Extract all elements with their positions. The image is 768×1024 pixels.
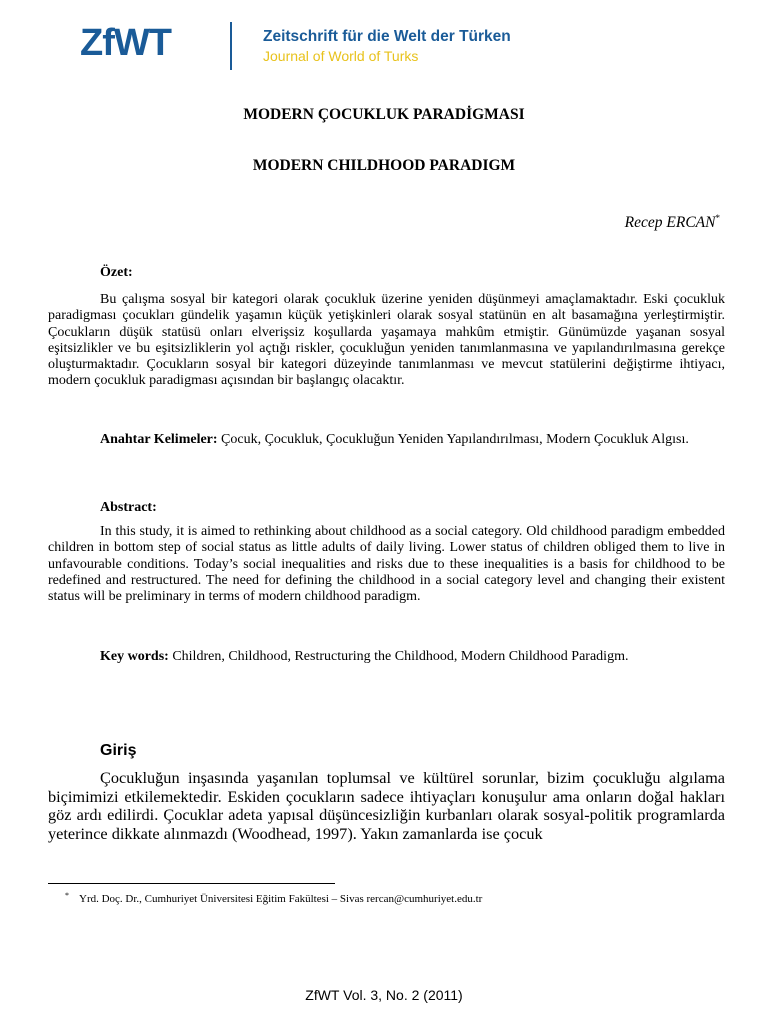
abstract-heading: Abstract:: [100, 500, 157, 515]
article-title-english: MODERN CHILDHOOD PARADIGM: [252, 157, 516, 174]
author: [625, 213, 720, 232]
giris-text: Çocukluğun inşasında yaşanılan toplumsal ve kültürel sorunlar, bizim çocukluğu algılama biçimimizi etkilemektedir. Eskiden çocukların sadece ihtiyaçları konuşulur ama onların doğal hakları göz ardı edilirdi. Çocuklar adeta yapısal düşüncesizliğin kurbanları olarak sosyal-politik programlarda yeterince dikkate alınmazdı (Woodhead, 1997). Yakın zamanlarda ise çocuk: [48, 768, 725, 843]
journal-name-english: Journal of World of Turks: [263, 48, 419, 64]
journal-name-german: Zeitschrift für die Welt der Türken: [263, 28, 511, 45]
abstract-body: [48, 524, 725, 605]
abstract-keywords: [48, 649, 725, 665]
giris-heading: Giriş: [100, 742, 137, 759]
ozet-body: [48, 292, 725, 390]
footnote-marker: *: [65, 891, 69, 900]
abstract-keywords-text: Children, Childhood, Restructuring the Childhood, Modern Childhood Paradigm.: [172, 649, 629, 664]
ozet-keywords-label: Anahtar Kelimeler:: [100, 432, 218, 447]
footnote-divider: [48, 883, 335, 884]
journal-logo: ZfWT: [80, 22, 171, 64]
giris-body: [48, 769, 725, 843]
ozet-text: Bu çalışma sosyal bir kategori olarak çocukluk üzerine yeniden düşünmeyi amaçlamaktadır. Eski çocukluk paradigması çocukları gündelik yaşamın küçük yetişkinleri olarak sosyal statünün en alt basamağına yerleştirmiştir. Çocukların düşük statüsü onları elverişsiz koşullarda yaşamaya mahkûm etmiştir. Günümüzde yaşanan sosyal eşitsizlikler ve bu eşitsizliklerin yol açtığı riskler, çocukluğun yeniden tanımlanmasına ve yapılandırılmasına gerekçe oluşturmaktadır. Çocukların sosyal bir kategori düzeyinde tanımlanması ve mevcut statülerini değiştirme ihtiyacı, modern çocukluk paradigması açısından bir başlangıç olacaktır.: [48, 292, 725, 389]
footnote-text: Yrd. Doç. Dr., Cumhuriyet Üniversitesi Eğitim Fakültesi – Sivas rercan@cumhuriyet.edu.tr: [79, 893, 483, 905]
article-title-turkish: MODERN ÇOCUKLUK PARADİGMASI: [243, 106, 525, 123]
ozet-keywords: [48, 432, 725, 448]
ozet-keywords-text: Çocuk, Çocukluk, Çocukluğun Yeniden Yapılandırılması, Modern Çocukluk Algısı.: [221, 432, 689, 447]
ozet-heading: Özet:: [100, 265, 133, 280]
footnote: [65, 891, 482, 905]
abstract-text: In this study, it is aimed to rethinking about childhood as a social category. Old childhood paradigm embedded children in bottom step of social status as little adults of daily living. Lower status of children obliged them to live in unfavourable conditions. Today’s social inequalities and risks due to these inequalities is a basis for childhood to be redefined and restructured. The need for defining the childhood in a social category level and changing their existent status will be preliminary in terms of modern childhood paradigm.: [48, 524, 725, 605]
abstract-keywords-label: Key words:: [100, 649, 169, 664]
page-footer: ZfWT Vol. 3, No. 2 (2011): [305, 987, 463, 1003]
author-name: Recep ERCAN: [624, 214, 716, 231]
header-divider: [230, 22, 232, 70]
author-footnote-marker: *: [715, 213, 720, 223]
